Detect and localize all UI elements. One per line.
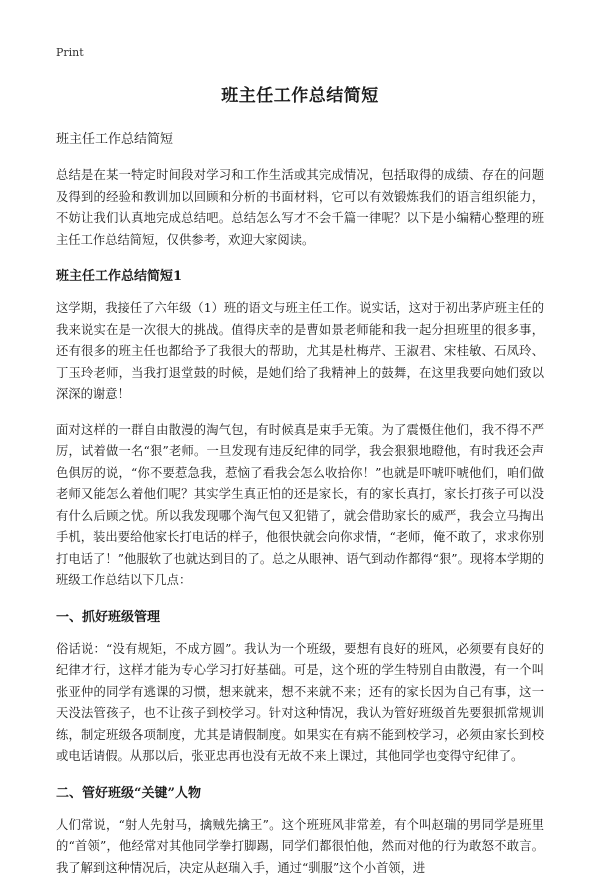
intro-paragraph: 总结是在某一特定时间段对学习和工作生活或其完成情况，包括取得的成绩、存在的问题及得到的经验和教训加以回顾和分析的书面材料，它可以有效锻炼我们的语言组织能力，不妨让我们认真地完成总结吧。总结怎么写才不会千篇一律呢？以下是小编精心整理的班主任工作总结简短，仅供参考，欢迎大家阅读。 xyxy=(56,165,544,251)
paragraph-2: 面对这样的一群自由散漫的淘气包，有时候真是束手无策。为了震慑住他们，我不得不严厉，试着做一名“狠”老师。一旦发现有违反纪律的同学，我会狠狠地瞪他，有时我还会声色俱厉的说，“你不要惹急我，惹恼了看我会怎么收拾你！”也就是吓唬吓唬他们，咱们做老师又能怎么着他们呢？其实学生真正怕的还是家长，有的家长真打，家长打孩子可以没有什么后顾之忧。所以我发现哪个淘气包又犯错了，就会借助家长的威严，我会立马掏出手机，装出要给他家长打电话的样子，他很快就会向你求情，“老师，俺不敢了，求求你别打电话了！”他服软了也就达到目的了。总之从眼神、语气到动作都得“狠”。现将本学期的班级工作总结以下几点： xyxy=(56,420,544,592)
page-title: 班主任工作总结简短 xyxy=(56,81,544,106)
section-1-paragraph: 俗话说：“没有规矩，不成方圆”。我认为一个班级，要想有良好的班风，必须要有良好的纪律才行，这样才能为专心学习打好基础。可是，这个班的学生特别自由散漫，有一个叫张亚仲的同学有逃课的习惯，想来就来，想不来就不来；还有的家长因为自己有事，这一天没法管孩子，也不让孩子到校学习。针对这种情况，我认为管好班级首先要狠抓常规训练，制定班级各项制度，尤其是请假制度。如果实在有病不能到校学习，必须由家长到校或电话请假。从那以后，张亚忠再也没有无故不来上课过，其他同学也变得守纪律了。 xyxy=(56,639,544,768)
document-subtitle: 班主任工作总结简短 xyxy=(56,128,544,147)
section-heading-1: 一、抓好班级管理 xyxy=(56,606,544,625)
article-heading: 班主任工作总结简短1 xyxy=(56,265,544,284)
paragraph-1: 这学期，我接任了六年级（1）班的语文与班主任工作。说实话，这对于初出茅庐班主任的我来说实在是一次很大的挑战。值得庆幸的是曹如景老师能和我一起分担班里的很多事，还有很多的班主任也都给予了我很大的帮助，尤其是杜梅芹、王淑君、宋桂敏、石凤玲、丁玉玲老师，当我打退堂鼓的时候，是她们给了我精神上的鼓舞，在这里我要向她们致以深深的谢意！ xyxy=(56,298,544,406)
section-heading-2: 二、管好班级“关键”人物 xyxy=(56,782,544,801)
section-2-paragraph: 人们常说，“射人先射马，擒贼先擒王”。这个班班风非常差，有个叫赵瑞的男同学是班里的“首领”，他经常对其他同学拳打脚踢，同学们都很怕他，然而对他的行为敢怒不敢言。我了解到这种情况后，决定从赵瑞入手，通过“驯服”这个小首领，进 xyxy=(56,815,544,879)
print-link[interactable]: Print xyxy=(56,46,544,59)
